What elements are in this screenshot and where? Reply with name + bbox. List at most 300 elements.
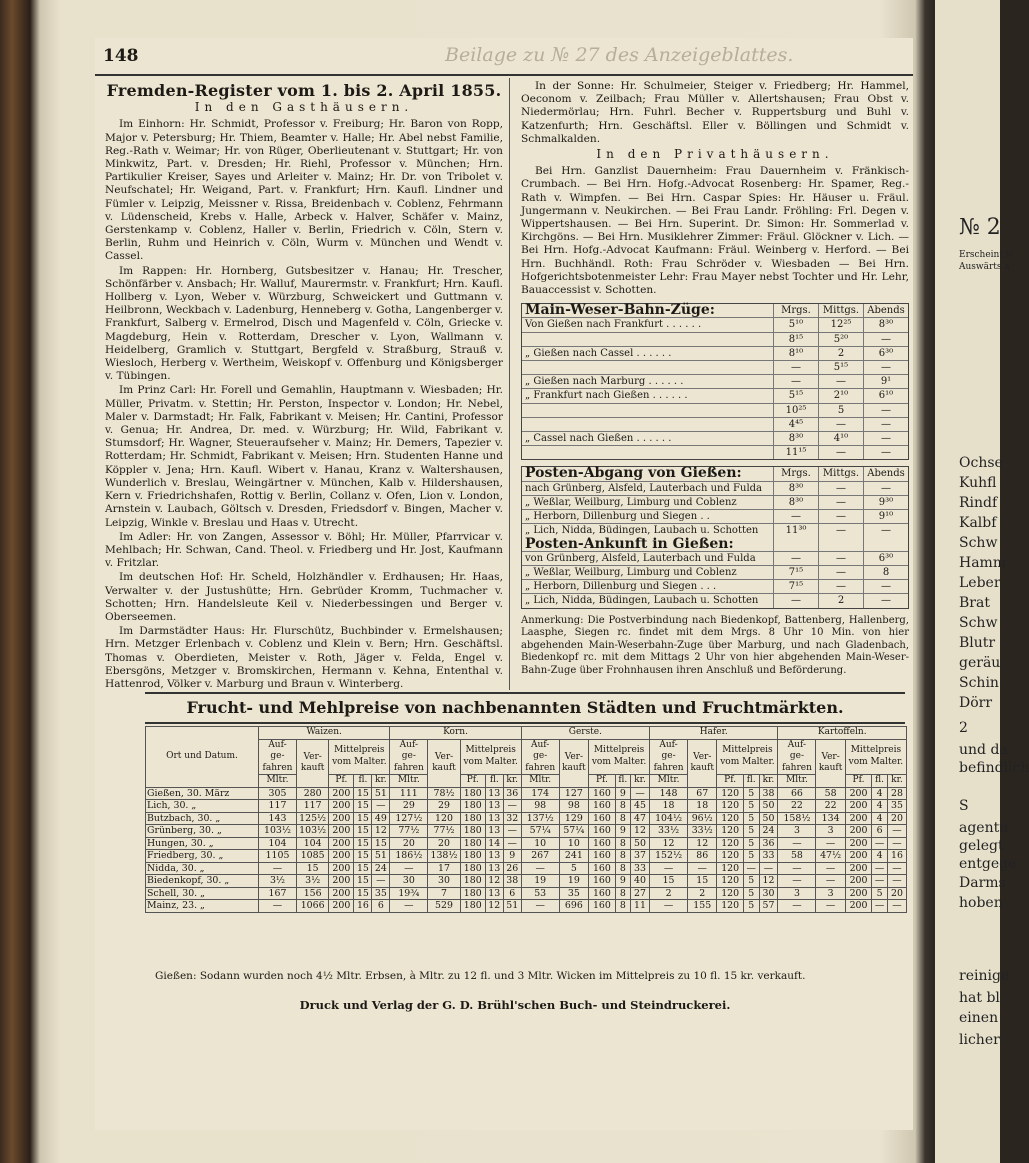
- price-cell: 120: [717, 862, 743, 875]
- post-table: [521, 466, 909, 608]
- price-cell: 180: [460, 862, 485, 875]
- price-cell: —: [521, 900, 559, 913]
- market-title: Frucht- und Mehlpreise von nachbenannten Städten und Fruchtmärkten.: [186, 698, 844, 717]
- timetable-row: [522, 418, 908, 432]
- time-cell: 6¹⁰: [863, 389, 908, 402]
- bleed-text: № 2: [959, 215, 1001, 240]
- price-cell: —: [872, 862, 888, 875]
- sub-header-sold: Ver- kauft: [816, 739, 845, 787]
- bleed-text: gelegt: [959, 838, 1004, 854]
- price-cell: 3: [816, 825, 845, 838]
- price-cell: 111: [390, 787, 428, 800]
- sub-header-price: Mittelpreis vom Malter.: [717, 739, 778, 775]
- price-cell: 5: [872, 887, 888, 900]
- time-cell: 4¹⁰: [818, 432, 863, 445]
- time-cell: 8¹⁵: [773, 333, 818, 346]
- price-cell: —: [816, 862, 845, 875]
- market-row: [146, 812, 907, 825]
- price-cell: 49: [372, 812, 390, 825]
- price-cell: 15: [354, 787, 372, 800]
- price-cell: 13: [485, 812, 503, 825]
- price-cell: 1066: [296, 900, 328, 913]
- price-cell: 200: [845, 900, 871, 913]
- sub-header-price: Mittelpreis vom Malter.: [460, 739, 521, 775]
- price-cell: 19: [559, 875, 588, 888]
- time-cell: —: [818, 482, 863, 495]
- unit-pf: Pf.: [589, 775, 616, 788]
- bleed-text: licher: [959, 1032, 1000, 1048]
- price-cell: 1085: [296, 850, 328, 863]
- sub-header-price: Mittelpreis vom Malter.: [329, 739, 390, 775]
- grain-header: Korn.: [390, 727, 521, 740]
- route-cell: „ Cassel nach Gießen . . . . . .: [525, 433, 672, 445]
- time-cell: —: [818, 510, 863, 523]
- time-cell: 11³⁰: [773, 524, 818, 537]
- price-cell: 51: [372, 850, 390, 863]
- price-cell: —: [521, 862, 559, 875]
- price-cell: 33½: [650, 825, 688, 838]
- time-cell: 5: [818, 404, 863, 417]
- register-paragraph: Im Einhorn: Hr. Schmidt, Professor v. Freiburg; Hr. Baron von Ropp, Major v. Petersburg; Hr. Thiem, Beamter v. Halle; Hr. Abel nebst Familie, Reg.-Rath v. Weimar; Hr. von Rüger, Oberlieutenant v. Stuttgart; Hr. von Minkwitz, Part. v. Dresden; Hr. Riehl, Professor v. München; Hrn. Partikulier Kreiser, Sayes und Arleiter v. Mainz; Hr. Dr. von Tribolet v. Neufschatel; Hr. Weigand, Part. v. Frankfurt; Hrn. Kaufl. Lindner und Fümler v. Leipzig, Meissner v. Rissa, Breidenbach v. Coblenz, Fehrmann v. Lüdenscheid, Krebs v. Halle, Arbeck v. Halver, Schäfer v. Mainz, Gerstenkamp v. Coblenz, Haller v. Berlin, Friedrich v. Cöln, Stern v. Berlin, Ruhm und Heinrich v. Cöln, Wurm v. München und Wendt v. Cassel.: [105, 118, 503, 263]
- time-cell: 9³⁰: [863, 496, 908, 509]
- price-cell: —: [778, 900, 816, 913]
- price-cell: 138½: [428, 850, 460, 863]
- price-cell: 6: [372, 900, 390, 913]
- location-date: 30.: [182, 887, 198, 899]
- route-cell: [522, 333, 773, 346]
- sub-header-price: Mittelpreis vom Malter.: [589, 739, 650, 775]
- price-cell: 3: [816, 887, 845, 900]
- price-cell: 15: [354, 850, 372, 863]
- price-cell: 186½: [390, 850, 428, 863]
- price-cell: 15: [354, 862, 372, 875]
- train-rows: [522, 318, 908, 459]
- market-price-table: [145, 726, 907, 913]
- price-cell: 200: [845, 787, 871, 800]
- time-cell: —: [863, 418, 908, 431]
- location-cell: [146, 837, 259, 850]
- price-cell: 50: [759, 812, 778, 825]
- timetable-row: [522, 432, 908, 446]
- price-cell: 120: [717, 850, 743, 863]
- price-cell: 148: [650, 787, 688, 800]
- section-hotels: In den Gasthäusern.: [194, 100, 414, 115]
- price-cell: 127½: [390, 812, 428, 825]
- unit-pf: Pf.: [460, 775, 485, 788]
- price-cell: —: [390, 862, 428, 875]
- price-cell: 13: [485, 862, 503, 875]
- location-name: Grünberg,: [147, 825, 197, 836]
- time-cell: 4⁴⁵: [773, 418, 818, 431]
- price-cell: 50: [630, 837, 649, 850]
- price-cell: 29: [390, 800, 428, 813]
- price-cell: —: [630, 787, 649, 800]
- price-cell: 17: [428, 862, 460, 875]
- col-morning: Mrgs.: [773, 304, 818, 317]
- timetable-row: [522, 318, 908, 332]
- bleed-text: hoben: [959, 895, 1003, 911]
- bleed-text: reinige: [959, 968, 1010, 984]
- sub-header-sold: Ver- kauft: [428, 739, 460, 787]
- register-paragraph: Im Prinz Carl: Hr. Forell und Gemahlin, Hauptmann v. Wiesbaden; Hr. Müller, Privatm. v. Stettin; Hr. Perston, Inspector v. London; Hr. Nebel, Maler v. Darmstadt; Hr. Falk, Fabrikant v. Meisen; Hr. Cantini, Professor v. Genua; Hr. Andrea, Dr. med. v. Würzburg; Hr. Wild, Fabrikant v. Stumsdorf; Hr. Wagner, Steueraufseher v. Mainz; Hr. Demers, Tapezier v. Rotterdam; Hr. Schmidt, Fabrikant v. Meisen; Hrn. Studenten Hanne und Köppler v. Jena; Hrn. Kaufl. Wibert v. Hanau, Kranz v. Waltershausen, Wunderlich v. Breslau, Weingärtner v. München, Kalb v. Hildershausen, Kern v. Friedrichshafen, Rottig v. Berlin, Collanz v. Ofen, Lion v. London, Arnstein v. Laubach, Göltsch v. Dresden, Friedsdorf v. Bingen, Macher v. Leipzig, Winkle v. Breslau und Haas v. Utrecht.: [105, 384, 503, 529]
- price-cell: 10: [521, 837, 559, 850]
- bleed-text: Brat: [959, 595, 990, 611]
- price-cell: 120: [717, 875, 743, 888]
- unit-kr: kr.: [759, 775, 778, 788]
- price-cell: 174: [521, 787, 559, 800]
- market-row: [146, 875, 907, 888]
- price-cell: 33: [630, 862, 649, 875]
- location-date: 30.: [199, 825, 214, 836]
- unit-fl: fl.: [872, 775, 888, 788]
- market-row: [146, 825, 907, 838]
- price-cell: 180: [460, 787, 485, 800]
- price-cell: 241: [559, 850, 588, 863]
- sub-header-delivered: Auf- ge- fahren: [259, 739, 297, 775]
- unit-fl: fl.: [615, 775, 630, 788]
- adjacent-page-edge: [935, 0, 1029, 1163]
- location-cell: [146, 800, 259, 813]
- price-cell: 15: [354, 837, 372, 850]
- price-cell: 32: [503, 812, 521, 825]
- price-cell: 5: [743, 887, 759, 900]
- time-cell: 8³⁰: [863, 318, 908, 331]
- price-cell: 5: [559, 862, 588, 875]
- price-cell: 78½: [428, 787, 460, 800]
- price-cell: 86: [688, 850, 717, 863]
- time-cell: 8: [863, 566, 908, 579]
- bleed-text: Auswärts a: [959, 262, 1010, 272]
- price-cell: 5: [743, 787, 759, 800]
- price-cell: —: [390, 900, 428, 913]
- unit-kr: kr.: [887, 775, 906, 788]
- sub-header-sold: Ver- kauft: [688, 739, 717, 787]
- price-cell: 103½: [259, 825, 297, 838]
- bleed-text: Schin: [959, 675, 999, 691]
- time-cell: —: [818, 524, 863, 537]
- register-paragraph: Im Rappen: Hr. Hornberg, Gutsbesitzer v. Hanau; Hr. Trescher, Schönfärber v. Ansbach; Hr. Walluf, Maurermstr. v. Frankfurt; Hrn. Kaufl. Hollberg v. Lyon, Weber v. Würzburg, Schweickert und Guttmann v. Heilbronn, Weckbach v. Ladenburg, Henneberg v. Gotha, Langenberger v. Frankfurt, Salberg v. Ermelrod, Disch und Magenfeld v. Cöln, Griecke v. Magdeburg, Hein v. Rotterdam, Drescher v. Lyon, Wallmann v. Heidelberg, Gramlich v. Stuttgart, Bergfeld v. Straßburg, Strauß v. Wiesloch, Herberg v. Wertheim, Weiskopf v. Offenburg und Königsberger v. Tübingen.: [105, 264, 503, 383]
- price-cell: —: [259, 900, 297, 913]
- route-cell: „ Weßlar, Weilburg, Limburg und Coblenz: [525, 496, 737, 508]
- price-cell: 58: [816, 787, 845, 800]
- price-cell: —: [503, 837, 521, 850]
- price-cell: 4: [872, 800, 888, 813]
- time-cell: —: [818, 375, 863, 388]
- bleed-text: Ochse: [959, 455, 1003, 471]
- price-cell: 67: [688, 787, 717, 800]
- price-cell: 5: [743, 812, 759, 825]
- time-cell: —: [773, 510, 818, 523]
- price-cell: —: [816, 837, 845, 850]
- location-month: März: [204, 787, 230, 799]
- price-cell: 267: [521, 850, 559, 863]
- price-cell: —: [872, 875, 888, 888]
- price-cell: 50: [759, 800, 778, 813]
- unit-mltr: Mltr.: [650, 775, 688, 788]
- location-name: Biedenkopf,: [147, 875, 204, 886]
- time-cell: 8³⁰: [773, 482, 818, 495]
- page-number: 148: [103, 46, 139, 66]
- price-cell: 143: [259, 812, 297, 825]
- price-cell: —: [372, 875, 390, 888]
- time-cell: —: [773, 552, 818, 565]
- price-cell: 160: [589, 787, 616, 800]
- price-cell: 8: [615, 887, 630, 900]
- location-name: Mainz,: [147, 900, 180, 911]
- price-cell: 28: [887, 787, 906, 800]
- price-cell: 37: [630, 850, 649, 863]
- price-cell: 137½: [521, 812, 559, 825]
- time-cell: —: [773, 361, 818, 374]
- price-cell: 9: [615, 825, 630, 838]
- time-cell: —: [773, 375, 818, 388]
- price-cell: —: [743, 862, 759, 875]
- price-cell: 180: [460, 850, 485, 863]
- price-cell: —: [259, 862, 297, 875]
- market-rows: [146, 787, 907, 912]
- time-cell: —: [818, 566, 863, 579]
- sub-header-sold: Ver- kauft: [296, 739, 328, 787]
- unit-kr: kr.: [503, 775, 521, 788]
- price-cell: 9: [615, 875, 630, 888]
- loc-header: Ort und Datum.: [146, 727, 259, 788]
- price-cell: 12: [485, 900, 503, 913]
- price-cell: 200: [329, 812, 354, 825]
- price-cell: —: [887, 900, 906, 913]
- market-row: [146, 850, 907, 863]
- price-cell: 19¾: [390, 887, 428, 900]
- location-name: Schell,: [147, 887, 180, 899]
- location-name: Hungen,: [147, 837, 188, 849]
- timetable-row: [522, 594, 908, 607]
- price-cell: 53: [521, 887, 559, 900]
- register-paragraph: Im Adler: Hr. von Zangen, Assessor v. Böhl; Hr. Müller, Pfarrvicar v. Mehlbach; Hr. Schwan, Cand. Theol. v. Friedberg und Hr. Jost, Kaufmann v. Fritzlar.: [105, 530, 503, 570]
- price-cell: 155: [688, 900, 717, 913]
- time-cell: 7¹⁵: [773, 580, 818, 593]
- price-cell: 77½: [428, 825, 460, 838]
- price-cell: 33: [759, 850, 778, 863]
- timetable-row: [522, 552, 908, 566]
- page-header: [95, 38, 913, 76]
- price-cell: 117: [259, 800, 297, 813]
- price-cell: 200: [329, 887, 354, 900]
- sub-header-price: Mittelpreis vom Malter.: [845, 739, 906, 775]
- price-cell: —: [778, 837, 816, 850]
- price-cell: 200: [329, 787, 354, 800]
- price-cell: 1105: [259, 850, 297, 863]
- private-paragraph: Bei Hrn. Ganzlist Dauernheim: Frau Dauernheim v. Fränkisch-Crumbach. — Bei Hrn. Hofg.-Advocat Rosenberg: Hr. Spamer, Reg.-Rath v. Wimpfen. — Bei Hrn. Caspar Spies: Hr. Häuser u. Fräul. Jungermann v. Neukirchen. — Bei Frau Landr. Fröhling: Frl. Degen v. Wippertshausen. — Bei Hrn. Superint. Dr. Simon: Hr. Sommerlad v. Kirchgöns. — Bei Hrn. Musiklehrer Zimmer: Fräul. Glöckner v. Lich. — Bei Hrn. Hofg.-Advocat Kaufmann: Fräul. Weinberg v. Herford. — Bei Hrn. Buchhändl. Roth: Frau Schröder v. Wiesbaden — Bei Hrn. Hofgerichtsbotenmeister Lehr: Frau Mayer nebst Tochter und Hr. Lehr, Bauaccessist v. Schotten.: [521, 165, 909, 297]
- train-table: [521, 303, 909, 460]
- price-cell: 51: [503, 900, 521, 913]
- price-cell: 5: [743, 875, 759, 888]
- price-cell: —: [650, 862, 688, 875]
- price-cell: 8: [615, 850, 630, 863]
- timetable-row: [522, 446, 908, 459]
- train-title: Main-Weser-Bahn-Züge:: [525, 302, 715, 319]
- unit-pf: Pf.: [329, 775, 354, 788]
- price-cell: 2: [688, 887, 717, 900]
- time-cell: 10²⁵: [773, 404, 818, 417]
- price-cell: 180: [460, 875, 485, 888]
- market-row: [146, 900, 907, 913]
- price-cell: 15: [354, 825, 372, 838]
- price-cell: 38: [759, 787, 778, 800]
- price-cell: —: [887, 825, 906, 838]
- price-cell: —: [650, 900, 688, 913]
- timetable-row: [522, 404, 908, 418]
- unit-row: [146, 775, 907, 788]
- price-cell: 8: [615, 812, 630, 825]
- price-cell: 13: [485, 825, 503, 838]
- bleed-text: Leber: [959, 575, 1001, 591]
- route-cell: [522, 446, 773, 459]
- price-cell: 47: [630, 812, 649, 825]
- price-cell: 5: [743, 825, 759, 838]
- price-cell: 200: [329, 800, 354, 813]
- location-date: 30.: [186, 787, 202, 799]
- price-cell: —: [887, 875, 906, 888]
- time-cell: 2¹⁰: [818, 389, 863, 402]
- bleed-text: agentu: [959, 820, 1009, 836]
- timetable-row: [522, 375, 908, 389]
- location-cell: [146, 900, 259, 913]
- time-cell: —: [818, 496, 863, 509]
- route-cell: „ Frankfurt nach Gießen . . . . . .: [525, 390, 688, 402]
- route-cell: Von Gießen nach Frankfurt . . . . . .: [525, 319, 702, 331]
- price-cell: 200: [329, 862, 354, 875]
- post-note: Anmerkung: Die Postverbindung nach Biedenkopf, Battenberg, Hallenberg, Laasphe, Siegen rc. findet mit dem Mrgs. 8 Uhr 10 Min. von hier abgehenden Main-Weserbahn-Zuge über Marburg, und nach Gladenbach, Biedenkopf rc. mit dem Mittags 2 Uhr von hier abgehenden Main-Weser-Bahn-Zuge über Frohnhausen ihren Anschluß und Beförderung.: [521, 614, 909, 676]
- bleed-text: Schw: [959, 615, 998, 631]
- price-cell: —: [887, 837, 906, 850]
- price-cell: 120: [717, 887, 743, 900]
- price-cell: 57¼: [521, 825, 559, 838]
- footer-line: Gießen: Sodann wurden noch 4½ Mltr. Erbsen, à Mltr. zu 12 fl. und 3 Mltr. Wicken im Mittelpreis zu 10 fl. 15 kr. verkauft.: [155, 970, 806, 982]
- rule: [145, 722, 905, 724]
- price-cell: 180: [460, 837, 485, 850]
- price-cell: —: [503, 825, 521, 838]
- price-cell: 200: [329, 875, 354, 888]
- price-cell: 120: [717, 825, 743, 838]
- price-cell: 38: [503, 875, 521, 888]
- bleed-text: befindlich: [959, 760, 1029, 776]
- register-column: [105, 81, 503, 692]
- price-cell: 200: [845, 850, 871, 863]
- price-cell: 8: [615, 900, 630, 913]
- price-cell: 160: [589, 862, 616, 875]
- unit-fl: fl.: [354, 775, 372, 788]
- route-cell: [522, 404, 773, 417]
- unit-fl: fl.: [743, 775, 759, 788]
- route-cell: „ Herborn, Dillenburg und Siegen . .: [525, 511, 710, 523]
- price-cell: 200: [845, 875, 871, 888]
- price-cell: 180: [460, 825, 485, 838]
- timetable-row: [522, 566, 908, 580]
- price-cell: 29: [428, 800, 460, 813]
- location-month: „: [218, 850, 224, 861]
- price-cell: 20: [887, 887, 906, 900]
- time-cell: 8³⁰: [773, 496, 818, 509]
- location-month: „: [216, 825, 222, 836]
- unit-fl: fl.: [485, 775, 503, 788]
- price-cell: 167: [259, 887, 297, 900]
- route-cell: [522, 418, 773, 431]
- time-cell: 5²⁰: [818, 333, 863, 346]
- sonne-paragraph: [521, 80, 909, 146]
- time-cell: 9¹⁰: [863, 510, 908, 523]
- price-cell: 14: [485, 837, 503, 850]
- time-cell: —: [863, 482, 908, 495]
- unit-kr: kr.: [630, 775, 649, 788]
- price-cell: 156: [296, 887, 328, 900]
- unit-kr: kr.: [372, 775, 390, 788]
- price-cell: 160: [589, 812, 616, 825]
- price-cell: —: [816, 875, 845, 888]
- price-cell: 12: [372, 825, 390, 838]
- location-cell: [146, 887, 259, 900]
- bleed-text: und da: [959, 742, 1008, 758]
- price-cell: 15: [372, 837, 390, 850]
- price-cell: 104: [259, 837, 297, 850]
- price-cell: 120: [717, 812, 743, 825]
- time-cell: —: [863, 580, 908, 593]
- location-date: 30.: [181, 862, 197, 874]
- register-paragraph: In der Sonne: Hr. Schulmeier, Steiger v. Friedberg; Hr. Hammel, Oeconom v. Zeilbach; Frau Müller v. Allertshausen; Frau Obst v. Niedermörlau; Hrn. Fuhrl. Becher v. Ruppertsburg und Buhl v. Katzenfurth; Hrn. Geschäftsl. Eller v. Böllingen und Schmidt v. Schmalkalden.: [521, 80, 909, 145]
- bleed-text: entgege: [959, 856, 1017, 872]
- time-cell: 2: [818, 594, 863, 607]
- market-row: [146, 862, 907, 875]
- price-cell: 15: [354, 812, 372, 825]
- price-cell: 4: [872, 787, 888, 800]
- price-cell: 22: [778, 800, 816, 813]
- price-cell: 134: [816, 812, 845, 825]
- route-cell: „ Lich, Nidda, Büdingen, Laubach u. Schotten: [525, 595, 759, 607]
- time-cell: —: [863, 432, 908, 445]
- price-cell: 16: [354, 900, 372, 913]
- timetable-row: [522, 333, 908, 347]
- price-cell: 2: [650, 887, 688, 900]
- rule: [145, 692, 905, 694]
- page: [95, 38, 913, 1130]
- price-cell: 33½: [688, 825, 717, 838]
- price-cell: 5: [743, 850, 759, 863]
- route-cell: von Grünberg, Alsfeld, Lauterbach und Fulda: [525, 552, 756, 564]
- timetable-row: [522, 389, 908, 403]
- time-cell: —: [773, 594, 818, 607]
- price-cell: 20: [887, 812, 906, 825]
- price-cell: 696: [559, 900, 588, 913]
- grain-header: Kartoffeln.: [778, 727, 907, 740]
- location-cell: [146, 875, 259, 888]
- location-cell: [146, 825, 259, 838]
- price-cell: 13: [485, 787, 503, 800]
- unit-mltr: Mltr.: [521, 775, 559, 788]
- price-cell: 120: [428, 812, 460, 825]
- price-cell: 66: [778, 787, 816, 800]
- price-cell: 127: [559, 787, 588, 800]
- location-month: „: [215, 812, 221, 824]
- price-cell: 5: [743, 837, 759, 850]
- price-cell: 10: [559, 837, 588, 850]
- price-cell: 180: [460, 812, 485, 825]
- price-cell: 22: [816, 800, 845, 813]
- sub-header-row: [146, 739, 907, 775]
- column-divider: [509, 78, 510, 690]
- post-header: [522, 467, 908, 481]
- timetable-row: [522, 496, 908, 510]
- price-cell: —: [887, 862, 906, 875]
- register-title: Fremden-Register vom 1. bis 2. April 1855.: [106, 81, 502, 100]
- price-cell: 200: [845, 862, 871, 875]
